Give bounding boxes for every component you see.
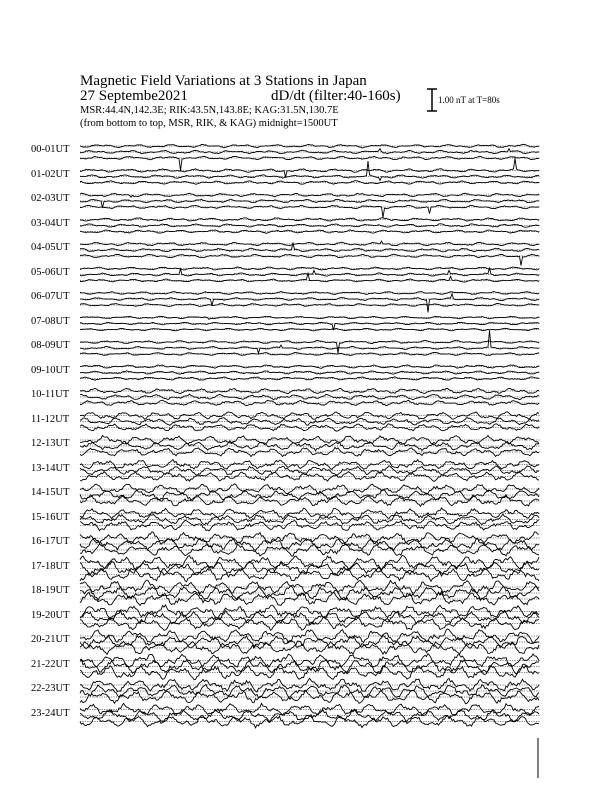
trace-msr (80, 690, 539, 704)
trace-kag (80, 241, 539, 246)
hour-label: 14-15UT (31, 487, 70, 498)
trace-kag (80, 218, 539, 221)
hour-label: 08-09UT (31, 340, 70, 351)
station-order-note: (from bottom to top, MSR, RIK, & KAG) midnight=1500UT (80, 118, 338, 129)
trace-kag (80, 388, 539, 393)
trace-kag (80, 435, 539, 444)
hour-label: 15-16UT (31, 511, 70, 523)
hour-label: 19-20UT (31, 609, 70, 621)
chart-title: Magnetic Field Variations at 3 Stations in Japan (80, 73, 367, 89)
trace-rik (80, 149, 539, 154)
trace-msr (80, 544, 539, 556)
trace-rik (80, 514, 539, 525)
trace-kag (80, 158, 539, 177)
trace-kag (80, 292, 539, 295)
hour-label: 11-12UT (31, 413, 70, 425)
hour-label: 13-14UT (31, 462, 70, 474)
trace-msr (80, 448, 539, 457)
trace-msr (80, 205, 539, 217)
trace-kag (80, 193, 539, 197)
trace-kag (80, 365, 539, 368)
hour-label: 21-22UT (31, 658, 70, 670)
trace-msr (80, 352, 539, 355)
trace-msr (80, 424, 539, 431)
scale-bar-label: 1.00 nT at T=80s (438, 95, 500, 105)
hour-label: 07-08UT (31, 315, 70, 327)
trace-msr (80, 567, 539, 582)
trace-rik (80, 394, 539, 400)
trace-msr (80, 181, 539, 185)
trace-msr (80, 716, 539, 728)
filter-label: dD/dt (filter:40-160s) (271, 88, 401, 104)
hour-label: 22-23UT (31, 683, 70, 694)
hour-label: 18-19UT (31, 585, 70, 596)
chart-date: 27 Septembe2021 (80, 88, 188, 104)
hour-label: 20-21UT (31, 634, 70, 645)
trace-kag (80, 484, 539, 494)
trace-kag (80, 341, 539, 354)
trace-rik (80, 243, 539, 252)
trace-rik (80, 294, 539, 313)
trace-rik (80, 224, 539, 228)
trace-rik (80, 418, 539, 426)
hour-label: 00-01UT (31, 144, 70, 155)
trace-msr (80, 592, 539, 605)
hour-label: 01-02UT (31, 168, 70, 180)
hour-label: 05-06UT (31, 266, 70, 278)
trace-msr (80, 496, 539, 506)
trace-rik (80, 490, 539, 500)
trace-msr (80, 156, 539, 170)
trace-rik (80, 441, 539, 450)
trace-msr (80, 304, 539, 307)
trace-kag (80, 267, 539, 270)
hour-label: 03-04UT (31, 217, 70, 229)
trace-rik (80, 371, 539, 375)
hour-label: 02-03UT (31, 193, 70, 204)
trace-kag (80, 532, 539, 544)
trace-msr (80, 400, 539, 405)
trace-msr (80, 520, 539, 531)
hour-label: 16-17UT (31, 536, 70, 547)
trace-kag (80, 629, 539, 643)
hour-label: 10-11UT (31, 389, 70, 400)
trace-msr (80, 377, 539, 381)
trace-kag (80, 678, 539, 692)
hour-label: 17-18UT (31, 560, 70, 572)
trace-rik (80, 611, 539, 624)
trace-msr (80, 230, 539, 234)
station-coordinates: MSR:44.4N,142.3E; RIK:43.5N,143.8E; KAG:31.5N,130.7E (80, 105, 339, 116)
hour-label: 09-10UT (31, 364, 70, 376)
hour-label: 04-05UT (31, 242, 70, 253)
trace-kag (80, 605, 539, 618)
trace-msr (80, 254, 539, 265)
trace-kag (80, 316, 539, 319)
trace-kag (80, 703, 539, 715)
trace-kag (80, 460, 539, 470)
hour-label: 12-13UT (31, 438, 70, 449)
trace-kag (80, 144, 539, 148)
trace-msr (80, 328, 539, 331)
hour-label: 23-24UT (31, 707, 70, 719)
hour-label: 06-07UT (31, 291, 70, 302)
trace-msr (80, 665, 539, 679)
